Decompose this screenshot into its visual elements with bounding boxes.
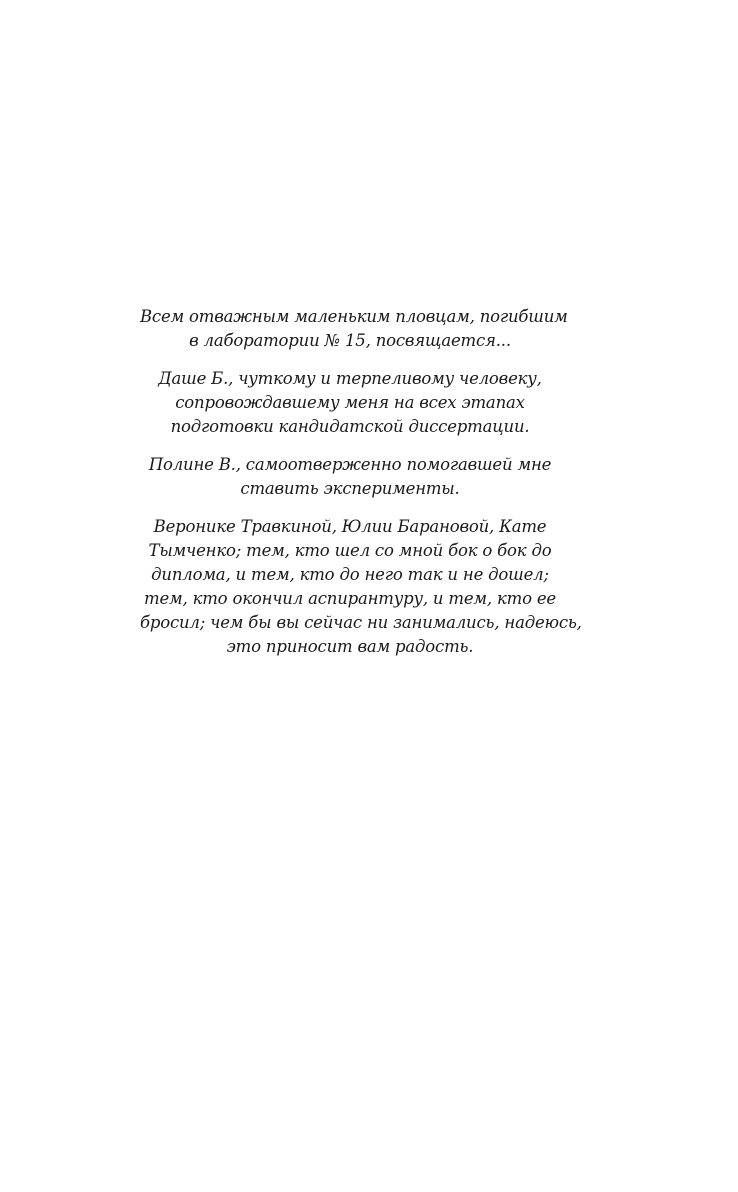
dedication-line: сопровождавшему меня на всех этапах: [175, 393, 525, 412]
dedication-block: [140, 305, 582, 673]
dedication-paragraph-lab-swimmers: [140, 305, 568, 353]
dedication-line: Полине В., самоотверженно помогавшей мне: [148, 455, 552, 474]
dedication-paragraph-dasha: [140, 367, 560, 439]
dedication-line: Веронике Травкиной, Юлии Барановой, Кате: [153, 517, 547, 536]
dedication-line: диплома, и тем, кто до него так и не дошел;: [151, 565, 549, 584]
dedication-line: в лаборатории № 15, посвящается...: [189, 331, 511, 350]
dedication-line: Тымченко; тем, кто шел со мной бок о бок до: [148, 541, 552, 560]
dedication-line: это приносит вам радость.: [226, 637, 474, 656]
dedication-line: ставить эксперименты.: [240, 479, 460, 498]
dedication-line: Всем отважным маленьким пловцам, погибшим: [140, 307, 568, 326]
dedication-line: бросил; чем бы вы сейчас ни занимались, надеюсь,: [140, 613, 582, 632]
dedication-line: Даше Б., чуткому и терпеливому человеку,: [158, 369, 542, 388]
dedication-line: подготовки кандидатской диссертации.: [170, 417, 530, 436]
dedication-paragraph-polina: [140, 453, 560, 501]
dedication-paragraph-colleagues: [140, 515, 582, 659]
dedication-line: тем, кто окончил аспирантуру, и тем, кто ее: [144, 589, 556, 608]
